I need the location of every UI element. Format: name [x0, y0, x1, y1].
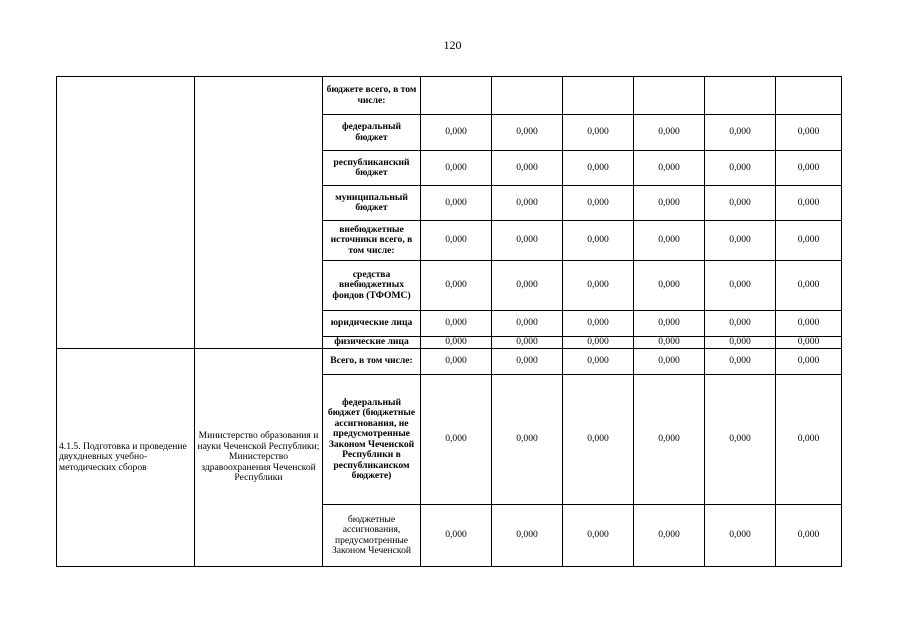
value-cell: 0,000 — [634, 375, 705, 505]
budget-table — [56, 76, 842, 567]
value-cell: 0,000 — [705, 375, 776, 505]
value-cell: 0,000 — [776, 221, 842, 261]
value-cell: 0,000 — [776, 186, 842, 221]
executor-cell — [195, 77, 323, 349]
value-cell: 0,000 — [776, 375, 842, 505]
value-cell: 0,000 — [634, 505, 705, 567]
value-cell: 0,000 — [421, 186, 492, 221]
value-cell: 0,000 — [634, 221, 705, 261]
value-cell — [563, 77, 634, 115]
value-cell: 0,000 — [563, 349, 634, 375]
value-cell: 0,000 — [563, 151, 634, 186]
value-cell: 0,000 — [776, 115, 842, 151]
value-cell: 0,000 — [776, 151, 842, 186]
value-cell — [492, 77, 563, 115]
value-cell: 0,000 — [421, 151, 492, 186]
funding-source-cell: физические лица — [323, 337, 421, 349]
value-cell: 0,000 — [563, 375, 634, 505]
value-cell: 0,000 — [634, 151, 705, 186]
value-cell: 0,000 — [705, 115, 776, 151]
value-cell: 0,000 — [776, 349, 842, 375]
funding-source-cell: средства внебюджетных фондов (ТФОМС) — [323, 261, 421, 311]
value-cell: 0,000 — [563, 115, 634, 151]
value-cell: 0,000 — [421, 505, 492, 567]
funding-source-cell: Всего, в том числе: — [323, 349, 421, 375]
value-cell: 0,000 — [634, 349, 705, 375]
value-cell: 0,000 — [421, 261, 492, 311]
value-cell: 0,000 — [563, 261, 634, 311]
value-cell: 0,000 — [492, 221, 563, 261]
value-cell: 0,000 — [776, 261, 842, 311]
value-cell: 0,000 — [421, 337, 492, 349]
funding-source-cell: федеральный бюджет (бюджетные ассигнования, не предусмотренные Законом Чеченской Республики в республиканском бюджете) — [323, 375, 421, 505]
value-cell: 0,000 — [492, 311, 563, 337]
activity-name-cell — [57, 77, 195, 349]
funding-source-cell: республиканский бюджет — [323, 151, 421, 186]
funding-source-cell: юридические лица — [323, 311, 421, 337]
value-cell: 0,000 — [563, 311, 634, 337]
funding-source-cell: муниципальный бюджет — [323, 186, 421, 221]
value-cell — [421, 77, 492, 115]
value-cell: 0,000 — [421, 115, 492, 151]
value-cell — [705, 77, 776, 115]
value-cell: 0,000 — [492, 505, 563, 567]
value-cell: 0,000 — [421, 311, 492, 337]
activity-name-cell: 4.1.5. Подготовка и проведение двухдневных учебно-методических сборов — [57, 349, 195, 567]
value-cell: 0,000 — [492, 186, 563, 221]
value-cell: 0,000 — [492, 115, 563, 151]
value-cell: 0,000 — [492, 337, 563, 349]
value-cell: 0,000 — [563, 186, 634, 221]
value-cell: 0,000 — [563, 505, 634, 567]
value-cell — [776, 77, 842, 115]
value-cell: 0,000 — [421, 349, 492, 375]
value-cell: 0,000 — [776, 311, 842, 337]
value-cell — [634, 77, 705, 115]
page-number: 120 — [443, 38, 462, 52]
funding-source-cell: бюджетные ассигнования, предусмотренные Законом Чеченской — [323, 505, 421, 567]
funding-source-cell: внебюджетные источники всего, в том числе: — [323, 221, 421, 261]
value-cell: 0,000 — [634, 261, 705, 311]
value-cell: 0,000 — [776, 505, 842, 567]
value-cell: 0,000 — [705, 349, 776, 375]
table-row — [57, 77, 842, 115]
value-cell: 0,000 — [492, 261, 563, 311]
value-cell: 0,000 — [634, 337, 705, 349]
value-cell: 0,000 — [634, 311, 705, 337]
value-cell: 0,000 — [705, 186, 776, 221]
value-cell: 0,000 — [776, 337, 842, 349]
value-cell: 0,000 — [705, 337, 776, 349]
value-cell: 0,000 — [705, 221, 776, 261]
value-cell: 0,000 — [634, 186, 705, 221]
value-cell: 0,000 — [634, 115, 705, 151]
funding-source-cell: бюджете всего, в том числе: — [323, 77, 421, 115]
value-cell: 0,000 — [563, 221, 634, 261]
value-cell: 0,000 — [705, 311, 776, 337]
table-row — [57, 349, 842, 375]
value-cell: 0,000 — [563, 337, 634, 349]
value-cell: 0,000 — [492, 375, 563, 505]
value-cell: 0,000 — [492, 151, 563, 186]
executor-cell: Министерство образования и науки Чеченской Республики; Министерство здравоохранения Чеченской Республики — [195, 349, 323, 567]
value-cell: 0,000 — [421, 221, 492, 261]
value-cell: 0,000 — [421, 375, 492, 505]
value-cell: 0,000 — [492, 349, 563, 375]
value-cell: 0,000 — [705, 261, 776, 311]
value-cell: 0,000 — [705, 151, 776, 186]
value-cell: 0,000 — [705, 505, 776, 567]
funding-source-cell: федеральный бюджет — [323, 115, 421, 151]
